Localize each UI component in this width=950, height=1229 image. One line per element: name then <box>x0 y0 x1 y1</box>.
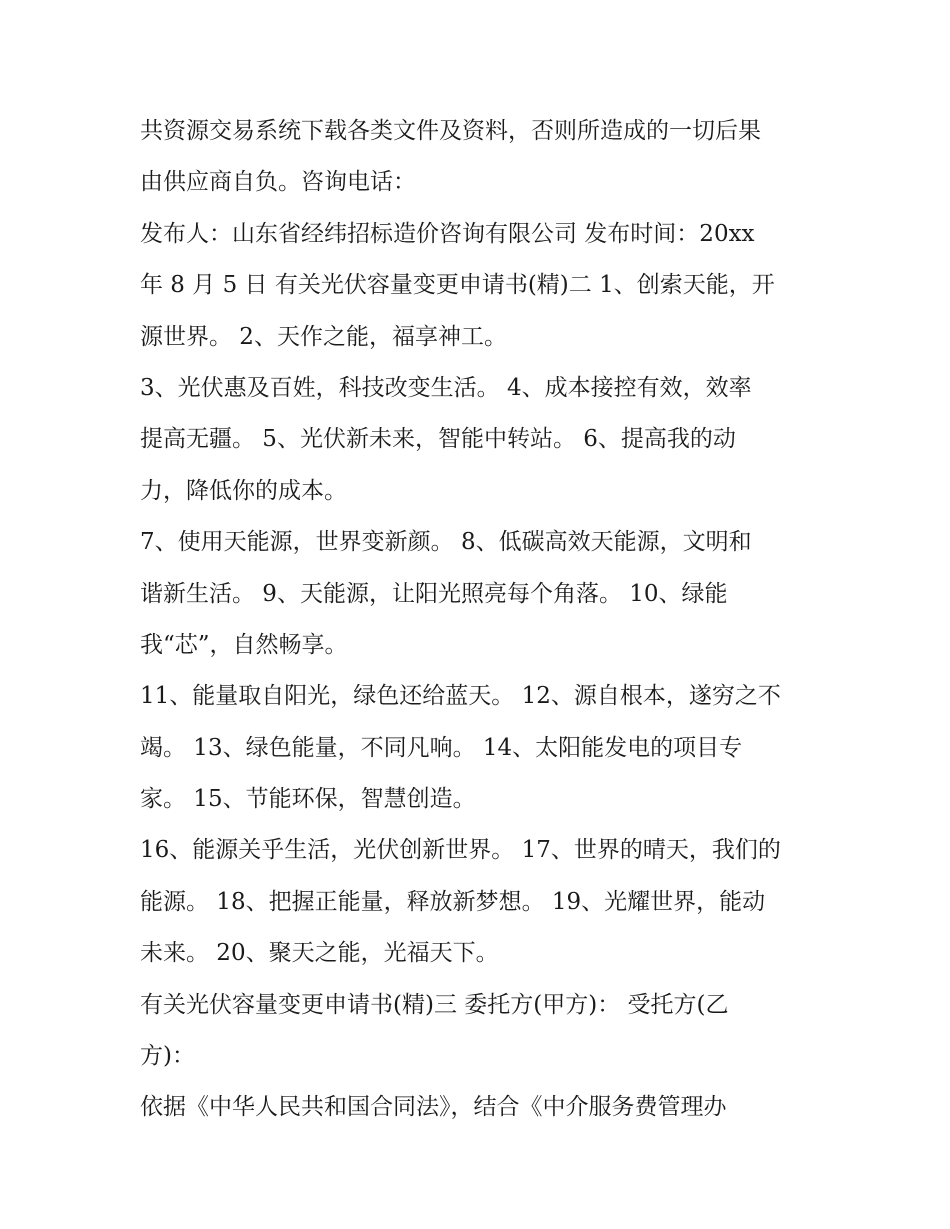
text-line: 年 8 月 5 日 有关光伏容量变更申请书(精)二 1、创索天能，开 <box>140 272 775 299</box>
text-line: 提高无疆。 5、光伏新未来，智能中转站。 6、提高我的动 <box>140 426 736 453</box>
text-line: 依据《中华人民共和国合同法》，结合《中介服务费管理办 <box>140 1094 727 1121</box>
document-body <box>140 106 830 1134</box>
text-line: 有关光伏容量变更申请书(精)三 委托方(甲方)： 受托方(乙 <box>140 991 729 1018</box>
text-line: 未来。 20、聚天之能，光福天下。 <box>140 940 499 967</box>
text-line: 发布人：山东省经纬招标造价咨询有限公司 发布时间：20xx <box>140 220 755 247</box>
text-line: 谐新生活。 9、天能源，让阳光照亮每个角落。 10、绿能 <box>140 580 728 607</box>
text-line: 家。 15、节能环保，智慧创造。 <box>140 786 476 813</box>
text-line: 源世界。 2、天作之能，福享神工。 <box>140 323 507 350</box>
text-line: 方)： <box>140 1043 195 1070</box>
text-line: 竭。 13、绿色能量，不同凡响。 14、太阳能发电的项目专 <box>140 734 743 761</box>
text-line: 3、光伏惠及百姓，科技改变生活。 4、成本接控有效，效率 <box>140 374 752 401</box>
text-line: 由供应商自负。咨询电话： <box>140 169 416 196</box>
text-line: 16、能源关乎生活，光伏创新世界。 17、世界的晴天，我们的 <box>140 837 781 864</box>
text-line: 能源。 18、把握正能量，释放新梦想。 19、光耀世界，能动 <box>140 888 766 915</box>
text-line: 7、使用天能源，世界变新颜。 8、低碳高效天能源，文明和 <box>140 529 752 556</box>
text-line: 我“芯”，自然畅享。 <box>140 631 348 658</box>
text-line: 力，降低你的成本。 <box>140 477 347 504</box>
text-line: 11、能量取自阳光，绿色还给蓝天。 12、源自根本，遂穷之不 <box>140 683 781 710</box>
text-line: 共资源交易系统下载各类文件及资料，否则所造成的一切后果 <box>140 118 761 144</box>
